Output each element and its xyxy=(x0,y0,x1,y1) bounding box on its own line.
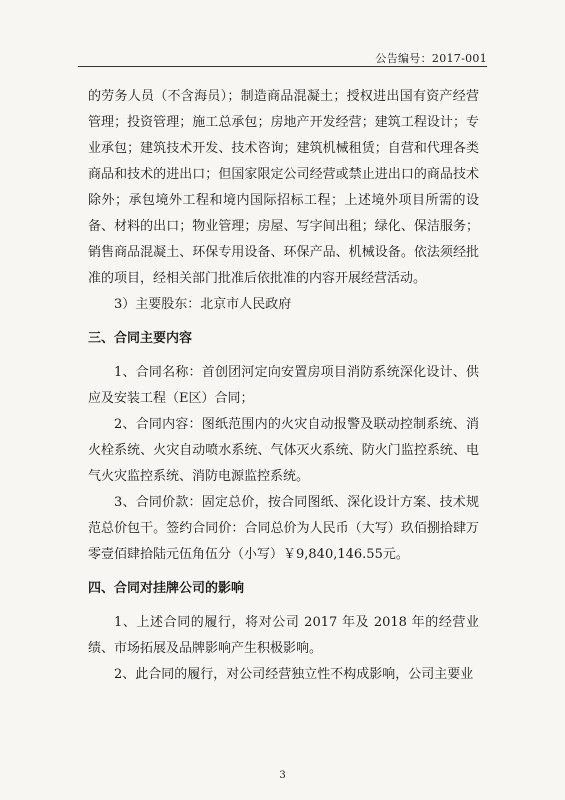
page-number: 3 xyxy=(279,770,286,781)
header-rule xyxy=(78,66,487,67)
contract-name: 1、合同名称：首创团河定向安置房项目消防系统深化设计、供应及安装工程（E区）合同； xyxy=(88,365,479,406)
section-3-title: 三、合同主要内容 xyxy=(88,331,193,346)
contract-content: 2、合同内容：图纸范围内的火灾自动报警及联动控制系统、消火栓系统、火灾自动喷水系统、气体灭火系统、防火门监控系统、电气火灾监控系统、消防电源监控系统。 xyxy=(88,417,479,484)
impact-2: 2、此合同的履行，对公司经营独立性不构成影响，公司主要业 xyxy=(114,667,474,682)
main-shareholder: 3）主要股东：北京市人民政府 xyxy=(114,297,292,312)
impact-1: 1、上述合同的履行，将对公司 2017 年及 2018 年的经营业绩、市场拓展及品牌影响产生积极影响。 xyxy=(88,615,479,656)
document-body xyxy=(88,84,479,688)
section-4-title: 四、合同对挂牌公司的影响 xyxy=(88,581,245,596)
notice-number: 公告编号：2017-001 xyxy=(375,52,487,65)
business-scope-paragraph: 的劳务人员（不含海员）；制造商品混凝土；授权进出国有资产经营管理；投资管理；施工总承包；房地产开发经营；建筑工程设计；专业承包；建筑技术开发、技术咨询；建筑机械租赁；自营和代理各类商品和技术的进出口；但国家限定公司经营或禁止进出口的商品技术除外；承包境外工程和境内国际招标工程；上述境外项目所需的设备、材料的出口；物业管理；房屋、写字间出租；绿化、保洁服务；销售商品混凝土、环保专用设备、环保产品、机械设备。依法须经批准的项目，经相关部门批准后依批准的内容开展经营活动。 xyxy=(88,89,479,286)
contract-price: 3、合同价款：固定总价，按合同图纸、深化设计方案、技术规范总价包干。签约合同价：合同总价为人民币（大写）玖佰捌拾肆万零壹佰肆拾陆元伍角伍分（小写）￥9,840,146.55元。 xyxy=(88,495,479,562)
